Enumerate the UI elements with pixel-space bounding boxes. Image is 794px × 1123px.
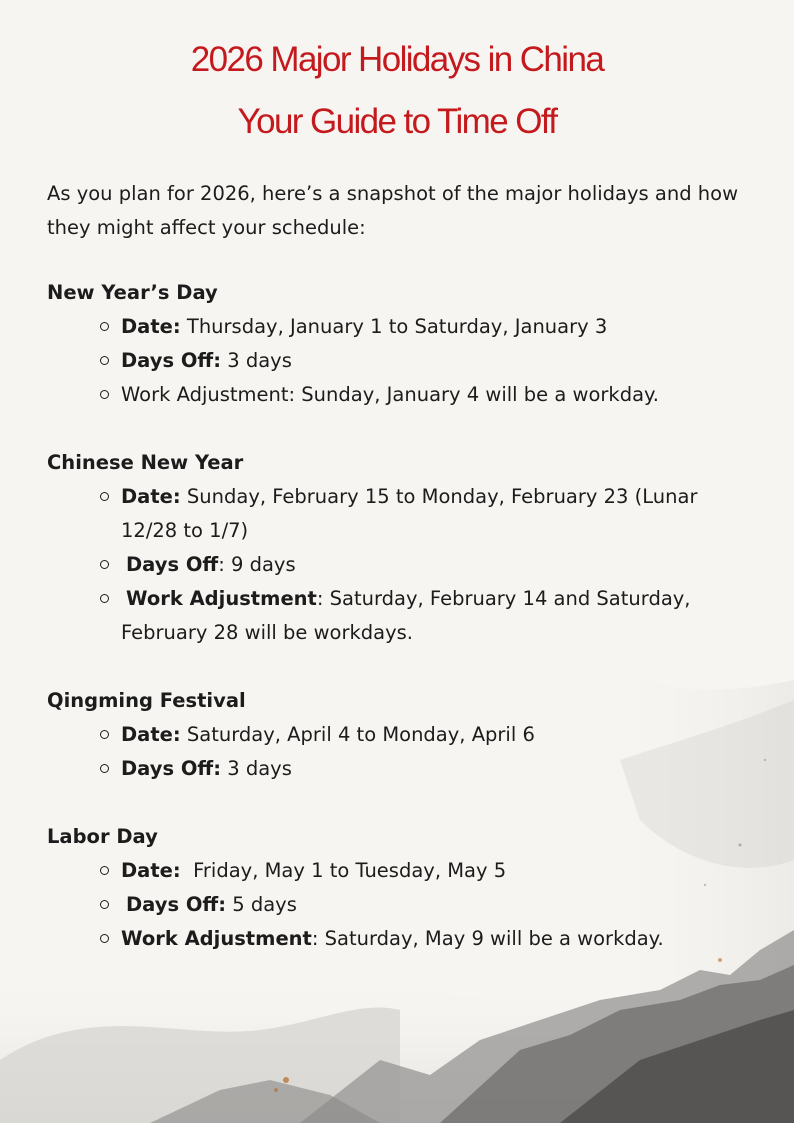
section-title-new-years-day: New Year’s Day (47, 281, 218, 304)
list-item: Work Adjustment: Sunday, January 4 will be a workday. (121, 383, 659, 406)
bullet-icon (100, 900, 109, 909)
bullet-icon (100, 492, 109, 501)
bullet-icon (100, 934, 109, 943)
bullet-icon (100, 730, 109, 739)
intro-paragraph: As you plan for 2026, here’s a snapshot of the major holidays and how they might affect your schedule: (47, 182, 739, 239)
page-title-line-2: Your Guide to Time Off (237, 102, 557, 141)
list-item: Work Adjustment: Saturday, February 14 and Saturday, (126, 587, 691, 610)
list-item: Days Off: 9 days (126, 553, 296, 576)
bullet-icon (100, 866, 109, 875)
bullet-icon (100, 594, 109, 603)
list-item: Days Off: 3 days (121, 349, 292, 372)
list-item: Date: Friday, May 1 to Tuesday, May 5 (121, 859, 507, 882)
page-title-line-1: 2026 Major Holidays in China (190, 40, 604, 79)
list-item: Date: Thursday, January 1 to Saturday, January 3 (121, 315, 608, 338)
list-item: Days Off: 3 days (121, 757, 292, 780)
list-item: Date: Saturday, April 4 to Monday, April 6 (121, 723, 535, 746)
bullet-icon (100, 322, 109, 331)
list-item-continuation: February 28 will be workdays. (121, 621, 414, 644)
list-item: Date: Sunday, February 15 to Monday, February 23 (Lunar (121, 485, 698, 508)
bullet-icon (100, 764, 109, 773)
section-title-qingming-festival: Qingming Festival (47, 689, 246, 712)
bullet-icon (100, 560, 109, 569)
section-title-chinese-new-year: Chinese New Year (47, 451, 244, 474)
bullet-icon (100, 390, 109, 399)
section-title-labor-day: Labor Day (47, 825, 158, 848)
list-item: Work Adjustment: Saturday, May 9 will be a workday. (121, 927, 664, 950)
bullet-icon (100, 356, 109, 365)
list-item: Days Off: 5 days (126, 893, 297, 916)
list-item-continuation: 12/28 to 1/7) (121, 519, 249, 542)
